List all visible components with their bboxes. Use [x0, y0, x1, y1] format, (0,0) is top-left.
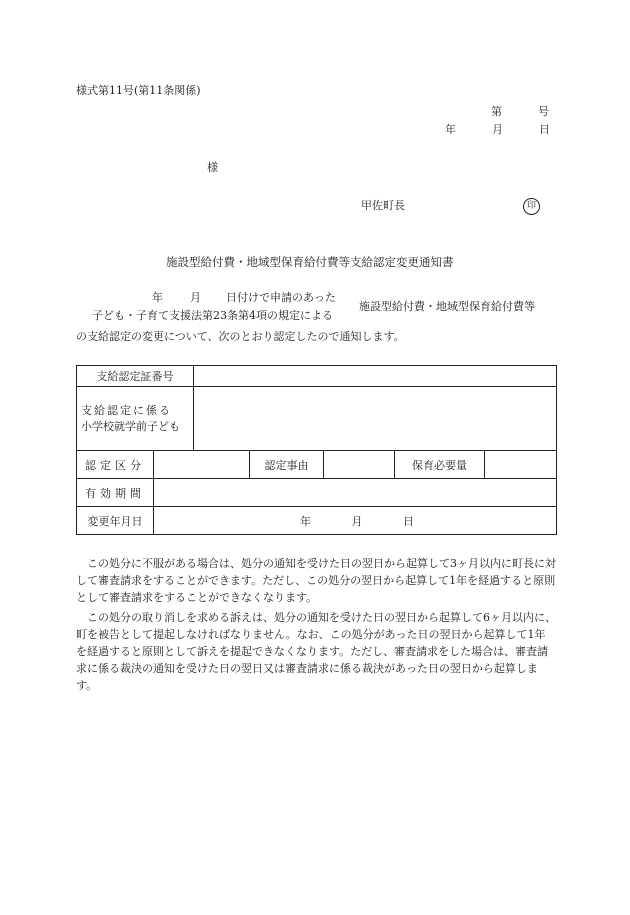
child-label: [77, 387, 194, 451]
cert-number-field[interactable]: [194, 366, 557, 387]
cert-number-label: 支給認定証番号: [77, 366, 194, 387]
appeal-notice: この処分に不服がある場合は、処分の通知を受けた日の翌日から起算して3ヶ月以内に町長に対して審査請求をすることができます。ただし、この処分の翌日から起算して1年を経過すると原則として審査請求をすることができなくなります。: [76, 557, 556, 604]
issue-year-label: 年: [445, 123, 456, 136]
change-date-label: 変更年月日: [77, 507, 154, 535]
table-row: [77, 507, 557, 535]
child-name-field[interactable]: [194, 387, 557, 451]
care-need-label: 保育必要量: [395, 451, 485, 479]
lawsuit-notice: この処分の取り消しを求める訴えは、処分の通知を受けた日の翌日から起算して6ヶ月以内に、町を被告として提起しなければなりません。なお、この処分があった日の翌日から起算して1年を経過すると原則として訴えを提起できなくなります。ただし、審査請求をした場合は、審査請求に係る裁決の通知を受けた日の翌日又は審査請求に係る裁決があった日の翌日から起算します。: [76, 611, 556, 692]
validity-field[interactable]: [154, 479, 557, 507]
issuer-name: 甲佐町長: [361, 199, 405, 212]
recipient-honorific: 様: [207, 161, 218, 174]
document-title: 施設型給付費・地域型保育給付費等支給認定変更通知書: [166, 255, 454, 269]
category-label: 認定区分: [77, 451, 154, 479]
table-row: [77, 366, 557, 387]
intro-month-label: 月: [190, 291, 201, 304]
table-row: [77, 479, 557, 507]
issue-day-label: 日: [539, 123, 550, 136]
change-date-field[interactable]: [154, 507, 557, 535]
reason-label: 認定事由: [250, 451, 324, 479]
category-field[interactable]: [154, 451, 250, 479]
table-row: [77, 451, 557, 479]
seal-mark: 印: [523, 198, 540, 215]
intro-year-label: 年: [152, 291, 163, 304]
form-number: 様式第11号(第11条関係): [76, 84, 201, 97]
document-number-suffix: 号: [538, 105, 549, 118]
change-month-label: 月: [351, 514, 363, 528]
change-day-label: 日: [403, 514, 414, 528]
intro-dated-text: 日付けで申請のあった: [226, 291, 336, 304]
child-label-line1: 支給認定に係る: [81, 403, 172, 417]
table-row: [77, 387, 557, 451]
reason-field[interactable]: [324, 451, 395, 479]
validity-label: 有効期間: [77, 479, 154, 507]
intro-benefit-text: 施設型給付費・地域型保育給付費等: [359, 300, 535, 313]
care-need-field[interactable]: [485, 451, 557, 479]
child-label-line2: 小学校就学前子ども: [81, 419, 180, 433]
intro-line-3: の支給認定の変更について、次のとおり認定したので通知します。: [76, 330, 405, 343]
certification-table: [76, 365, 557, 535]
intro-law-text: 子ども・子育て支援法第23条第4項の規定による: [92, 309, 333, 322]
issue-month-label: 月: [492, 123, 503, 136]
document-number-prefix: 第: [491, 105, 502, 118]
change-year-label: 年: [300, 514, 311, 528]
